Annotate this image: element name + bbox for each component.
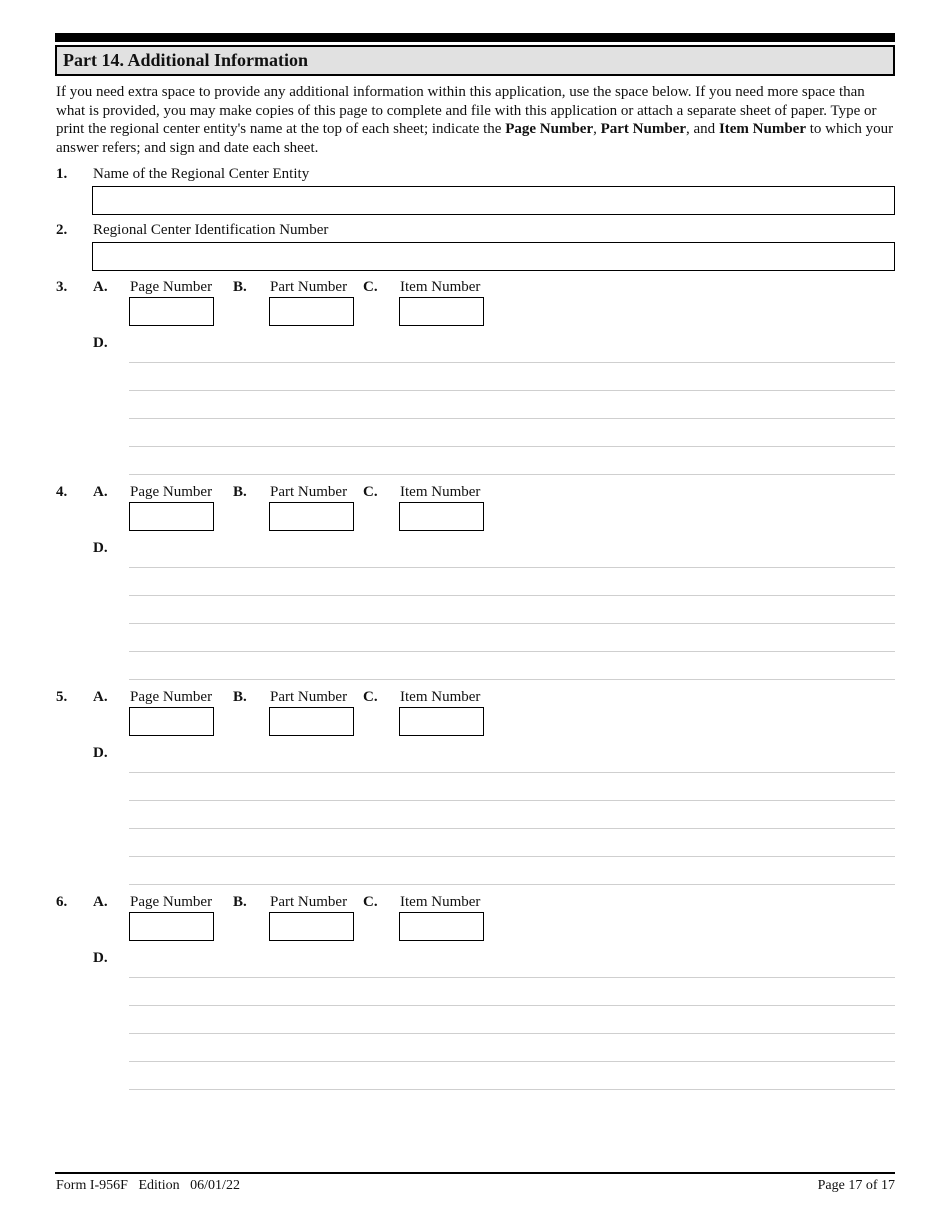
intro-paragraph: [56, 83, 896, 157]
item-3-answer-line-3[interactable]: [129, 418, 895, 419]
intro-text-2: ,: [593, 121, 601, 138]
item-5-answer-line-4[interactable]: [129, 856, 895, 857]
item-6-page-number-label: Page Number: [130, 894, 213, 910]
item-5-part-number-label: Part Number: [270, 689, 348, 705]
intro-text-3: , and: [686, 121, 719, 138]
intro-text-1: If you need extra space to provide any additional information within this application, use the space below. If you need more space than what is provided, you may make copies of this page to complete and file with this application or attach a separate sheet of paper. Type or print the regional center entity's name at the top of each sheet; indicate the: [56, 84, 877, 138]
item-5-item-number-label: Item Number: [400, 689, 481, 705]
item-4-part-number-field[interactable]: [269, 502, 354, 531]
item-5-part-number-field[interactable]: [269, 707, 354, 736]
item-4-part-number-label: Part Number: [270, 484, 348, 500]
item-4-answer-line-2[interactable]: [129, 595, 895, 596]
item-4-page-number-field[interactable]: [129, 502, 214, 531]
item-3-b-label: B.: [233, 279, 247, 295]
item-3-item-number-field[interactable]: [399, 297, 484, 326]
item-5-answer-line-3[interactable]: [129, 828, 895, 829]
item-6-part-number-label: Part Number: [270, 894, 348, 910]
item-4-answer-line-3[interactable]: [129, 623, 895, 624]
item-3-c-label: C.: [363, 279, 378, 295]
item-6-page-number-field[interactable]: [129, 912, 214, 941]
item-4-item-number-field[interactable]: [399, 502, 484, 531]
item-3-answer-line-5[interactable]: [129, 474, 895, 475]
item-4-item-number-label: Item Number: [400, 484, 481, 500]
item-3-page-number-field[interactable]: [129, 297, 214, 326]
item-3-answer-line-4[interactable]: [129, 446, 895, 447]
item-6-a-label: A.: [93, 894, 108, 910]
intro-bold-part-number: Part Number: [600, 121, 687, 138]
part-header: [55, 45, 895, 76]
item-6-item-number-field[interactable]: [399, 912, 484, 941]
intro-bold-item-number: Item Number: [718, 121, 807, 138]
item-1-number: 1.: [56, 166, 68, 182]
item-4-a-label: A.: [93, 484, 108, 500]
item-4-answer-line-4[interactable]: [129, 651, 895, 652]
item-6-part-number-field[interactable]: [269, 912, 354, 941]
part-title: Part 14. Additional Information: [63, 50, 309, 70]
item-4-c-label: C.: [363, 484, 378, 500]
item-5-b-label: B.: [233, 689, 247, 705]
item-6-item-number-label: Item Number: [400, 894, 481, 910]
item-6-answer-line-2[interactable]: [129, 1005, 895, 1006]
item-4-number: 4.: [56, 484, 68, 500]
item-4-page-number-label: Page Number: [130, 484, 213, 500]
intro-bold-page-number: Page Number: [505, 121, 594, 138]
item-4-b-label: B.: [233, 484, 247, 500]
item-3-answer-line-2[interactable]: [129, 390, 895, 391]
item-5-answer-line-1[interactable]: [129, 772, 895, 773]
regional-center-id-field[interactable]: [92, 242, 895, 271]
item-1-label: Name of the Regional Center Entity: [93, 166, 310, 182]
item-6-answer-line-1[interactable]: [129, 977, 895, 978]
item-5-item-number-field[interactable]: [399, 707, 484, 736]
item-3-number: 3.: [56, 279, 68, 295]
item-5-answer-line-2[interactable]: [129, 800, 895, 801]
item-5-page-number-field[interactable]: [129, 707, 214, 736]
intro-text-4: to which your answer refers; and sign and date each sheet.: [56, 121, 894, 156]
item-5-a-label: A.: [93, 689, 108, 705]
item-6-d-label: D.: [93, 950, 108, 966]
item-5-answer-line-5[interactable]: [129, 884, 895, 885]
footer-rule: [55, 1172, 895, 1174]
item-5-c-label: C.: [363, 689, 378, 705]
item-3-item-number-label: Item Number: [400, 279, 481, 295]
item-3-a-label: A.: [93, 279, 108, 295]
page-number: Page 17 of 17: [817, 1178, 895, 1193]
item-3-part-number-label: Part Number: [270, 279, 348, 295]
item-3-part-number-field[interactable]: [269, 297, 354, 326]
item-5-number: 5.: [56, 689, 68, 705]
item-3-answer-line-1[interactable]: [129, 362, 895, 363]
item-5-page-number-label: Page Number: [130, 689, 213, 705]
item-2-number: 2.: [56, 222, 68, 238]
item-6-answer-line-3[interactable]: [129, 1033, 895, 1034]
item-6-answer-line-4[interactable]: [129, 1061, 895, 1062]
form-edition: Form I-956F Edition 06/01/22: [56, 1178, 240, 1193]
item-6-answer-line-5[interactable]: [129, 1089, 895, 1090]
item-4-answer-line-1[interactable]: [129, 567, 895, 568]
item-4-answer-line-5[interactable]: [129, 679, 895, 680]
item-6-b-label: B.: [233, 894, 247, 910]
item-3-page-number-label: Page Number: [130, 279, 213, 295]
item-6-number: 6.: [56, 894, 68, 910]
item-2-label: Regional Center Identification Number: [93, 222, 329, 238]
regional-center-name-field[interactable]: [92, 186, 895, 215]
top-rule: [55, 33, 895, 42]
item-4-d-label: D.: [93, 540, 108, 556]
item-3-d-label: D.: [93, 335, 108, 351]
item-6-c-label: C.: [363, 894, 378, 910]
item-5-d-label: D.: [93, 745, 108, 761]
